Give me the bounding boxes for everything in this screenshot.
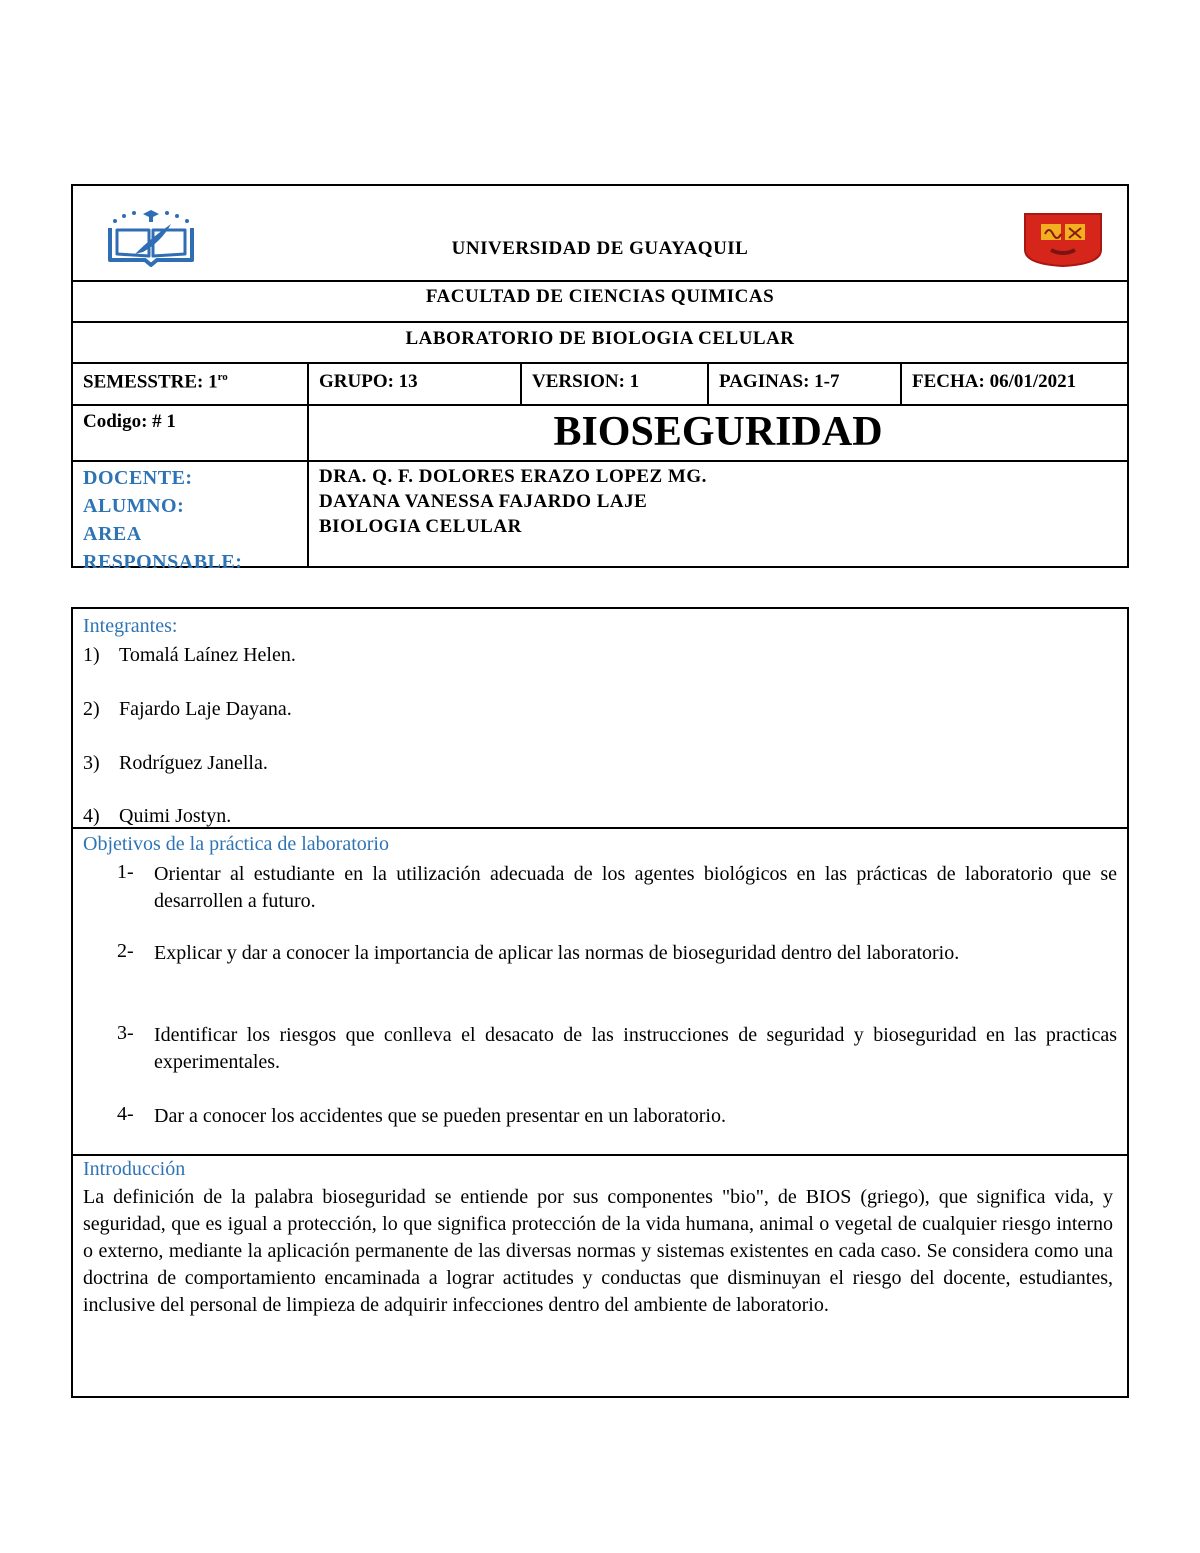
- responsible-row: [73, 462, 1127, 573]
- objetivo-text: Orientar al estudiante en la utilización adecuada de los agentes biológicos en las prácticas de laboratorio que se desarrollen a futuro.: [154, 863, 1117, 912]
- integrantes-title: Integrantes:: [83, 615, 178, 637]
- pages-cell: [709, 364, 902, 404]
- version-value: VERSION: 1: [532, 371, 640, 392]
- content-box: [71, 607, 1129, 1398]
- objetivo-text: Dar a conocer los accidentes que se pueden presentar en un laboratorio.: [154, 1105, 726, 1127]
- title-row: [73, 406, 1127, 462]
- area-label: AREA: [83, 523, 142, 545]
- integrante-name: Fajardo Laje Dayana.: [119, 698, 292, 720]
- responsible-labels-cell: [73, 462, 309, 573]
- date-value: FECHA: 06/01/2021: [912, 371, 1077, 392]
- integrante-name: Rodríguez Janella.: [119, 752, 268, 774]
- document-title-cell: [309, 406, 1127, 460]
- faculty-row: [73, 282, 1127, 323]
- objetivo-number: 2-: [117, 940, 134, 962]
- integrante-number: 2): [83, 698, 100, 720]
- header-table: [71, 184, 1129, 573]
- pages-value: PAGINAS: 1-7: [719, 371, 840, 392]
- integrante-name: Quimi Jostyn.: [119, 805, 232, 827]
- objetivo-text: Explicar y dar a conocer la importancia de aplicar las normas de bioseguridad dentro del laboratorio.: [154, 942, 960, 964]
- university-name: UNIVERSIDAD DE GUAYAQUIL: [451, 238, 749, 259]
- code-value: Codigo: # 1: [83, 411, 176, 432]
- objetivos-title: Objetivos de la práctica de laboratorio: [83, 833, 389, 855]
- group-cell: [309, 364, 522, 404]
- faculty-seal: [1021, 210, 1105, 268]
- objetivo-number: 4-: [117, 1103, 134, 1125]
- metadata-row: [73, 364, 1127, 406]
- objetivo-number: 3-: [117, 1022, 134, 1044]
- integrante-name: Tomalá Laínez Helen.: [119, 644, 296, 666]
- responsable-label: RESPONSABLE:: [83, 551, 243, 573]
- date-cell: [902, 364, 1127, 404]
- introduccion-title: Introducción: [83, 1158, 186, 1180]
- version-cell: [522, 364, 709, 404]
- introduccion-section: [73, 1156, 1127, 1396]
- responsible-values-cell: [309, 462, 1127, 566]
- docente-value: DRA. Q. F. DOLORES ERAZO LOPEZ MG.: [319, 466, 707, 487]
- group-value: GRUPO: 13: [319, 371, 418, 392]
- semester-ordinal: ro: [217, 371, 228, 383]
- code-cell: [73, 406, 309, 460]
- semester-label: SEMESSTRE: 1: [83, 371, 218, 393]
- university-row: [73, 186, 1127, 282]
- integrante-number: 1): [83, 644, 100, 666]
- semester-cell: [73, 364, 309, 404]
- objetivos-section: [73, 829, 1127, 1156]
- integrantes-section: [73, 609, 1127, 829]
- document-title: BIOSEGURIDAD: [553, 409, 883, 455]
- integrante-number: 3): [83, 752, 100, 774]
- alumno-label: ALUMNO:: [83, 495, 185, 517]
- laboratory-name: LABORATORIO DE BIOLOGIA CELULAR: [405, 328, 795, 349]
- objetivo-text: Identificar los riesgos que conlleva el desacato de las instrucciones de seguridad y bioseguridad en las practicas experimentales.: [154, 1024, 1117, 1073]
- area-value: BIOLOGIA CELULAR: [319, 516, 522, 537]
- laboratory-row: [73, 323, 1127, 364]
- objetivo-number: 1-: [117, 861, 134, 883]
- alumno-value: DAYANA VANESSA FAJARDO LAJE: [319, 491, 648, 512]
- introduccion-text: La definición de la palabra bioseguridad se entiende por sus componentes "bio", de BIOS (griego), que significa vida, y seguridad, que es igual a protección, lo que significa protección de la vida humana, animal o vegetal de cualquier riesgo interno o externo, mediante la aplicación permanente de las diversas normas y sistemas existentes en cada caso. Se considera como una doctrina de comportamiento encaminada a lograr actitudes y conductas que disminuyan el riesgo del docente, estudiantes, inclusive del personal de limpieza de adquirir infecciones dentro del ambiente de laboratorio.: [83, 1186, 1113, 1316]
- integrante-number: 4): [83, 805, 100, 827]
- docente-label: DOCENTE:: [83, 467, 193, 489]
- faculty-name: FACULTAD DE CIENCIAS QUIMICAS: [425, 286, 775, 307]
